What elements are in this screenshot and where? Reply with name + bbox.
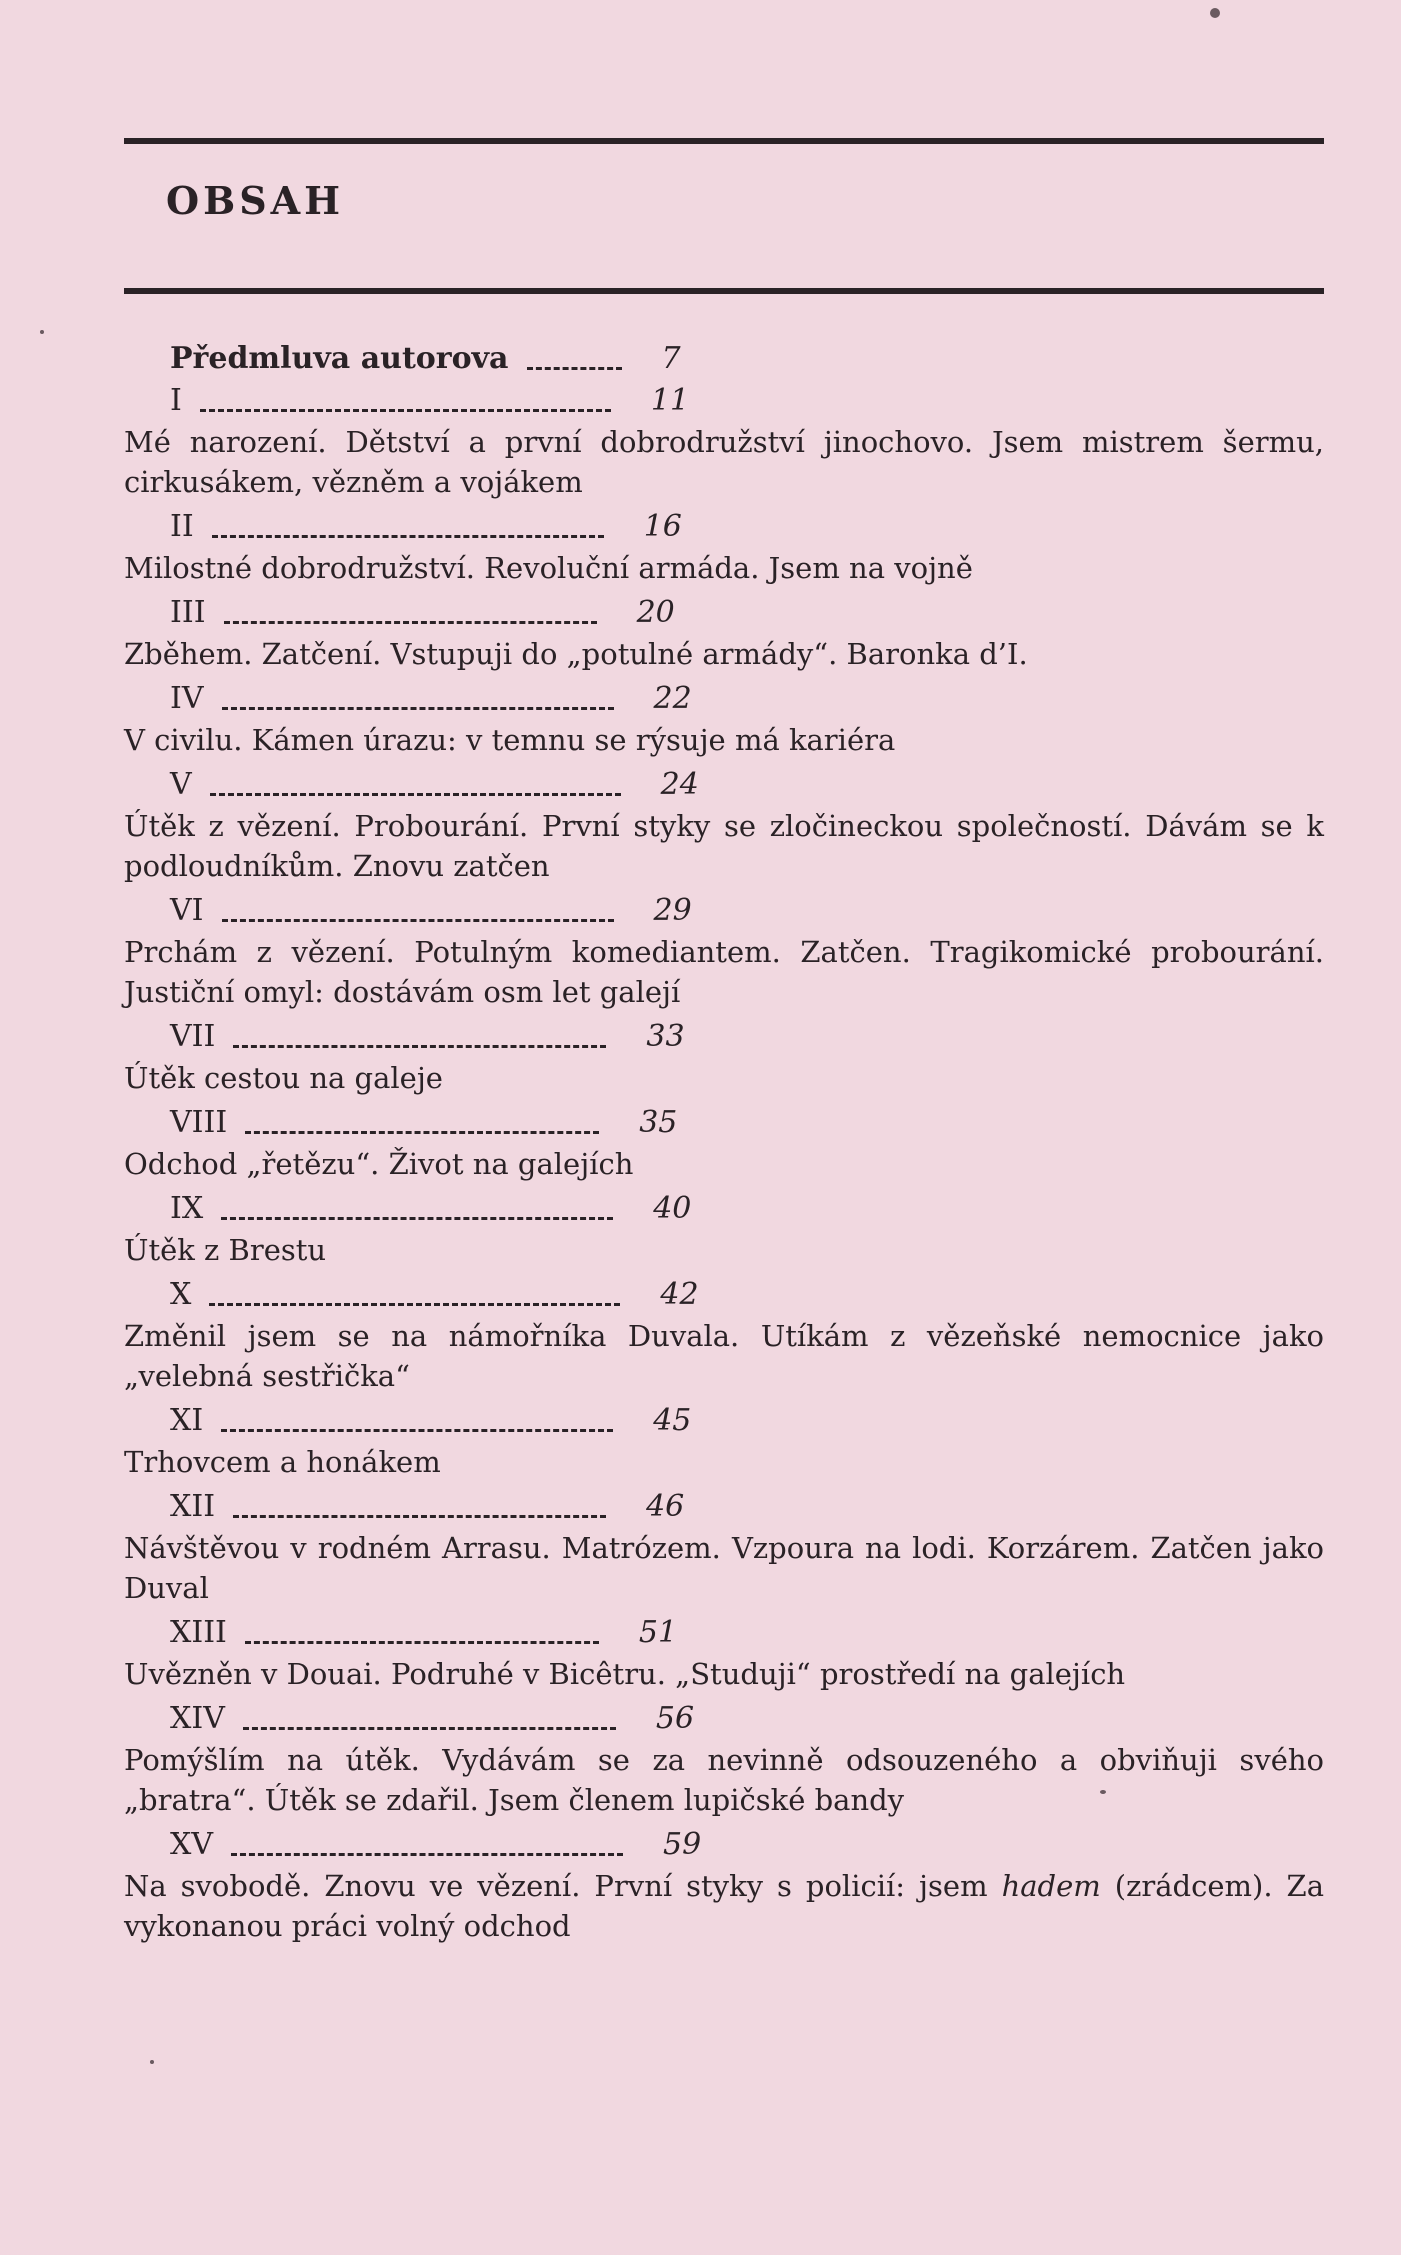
chapter-numeral: II — [170, 509, 194, 544]
chapter-description — [124, 1866, 1334, 1946]
chapter-entry — [124, 1016, 1334, 1098]
chapter-page: 24 — [660, 767, 699, 802]
chapter-page: 33 — [646, 1019, 685, 1054]
chapter-entry — [124, 1698, 1334, 1820]
leader-dashes — [233, 1027, 606, 1048]
leader-dashes — [527, 349, 622, 370]
chapter-entry — [124, 592, 1334, 674]
chapter-description: Trhovcem a honákem — [124, 1445, 441, 1479]
chapter-entry — [124, 1188, 1334, 1270]
chapter-entry — [124, 764, 1334, 886]
description-emphasis: hadem — [1001, 1869, 1101, 1903]
chapter-page: 45 — [653, 1403, 692, 1438]
chapter-heading-line — [124, 890, 1334, 932]
chapter-entry — [124, 678, 1334, 760]
chapter-numeral: XII — [170, 1489, 216, 1524]
chapter-entry — [124, 1612, 1334, 1694]
chapter-numeral: IV — [170, 681, 204, 716]
leader-dashes — [222, 689, 614, 710]
chapter-description: Milostné dobrodružství. Revoluční armáda. Jsem na vojně — [124, 551, 973, 585]
leader-dashes — [200, 391, 611, 412]
leader-dashes — [245, 1623, 599, 1644]
top-rule — [124, 138, 1324, 144]
chapter-numeral: VI — [170, 893, 204, 928]
chapter-numeral: V — [170, 767, 192, 802]
preface-title: Předmluva autorova — [170, 341, 509, 376]
chapter-description: Útěk z vězení. Probourání. První styky se zločineckou společností. Dávám se k podloudníkům. Znovu zatčen — [124, 809, 1324, 883]
leader-dashes — [221, 1199, 613, 1220]
chapter-page: 46 — [646, 1489, 685, 1524]
leader-dashes — [231, 1835, 623, 1856]
chapter-heading-line — [124, 1612, 1334, 1654]
chapter-description: Odchod „řetězu“. Život na galejích — [124, 1147, 634, 1181]
chapter-description: Útěk z Brestu — [124, 1233, 327, 1267]
chapter-numeral: XIV — [170, 1701, 225, 1736]
chapter-heading-line — [124, 1016, 1334, 1058]
chapter-description: Mé narození. Dětství a první dobrodružství jinochovo. Jsem mistrem šermu, cirkusákem, vězněm a vojákem — [124, 425, 1324, 499]
chapter-numeral: I — [170, 383, 182, 418]
leader-dashes — [212, 517, 604, 538]
chapter-numeral: IX — [170, 1191, 204, 1226]
chapter-page: 59 — [663, 1827, 702, 1862]
leader-dashes — [243, 1709, 616, 1730]
chapter-description: Pomýšlím na útěk. Vydávám se za nevinně odsouzeného a obviňuji svého „bratra“. Útěk se zdařil. Jsem členem lupičské bandy — [124, 1743, 1324, 1817]
chapter-description: Návštěvou v rodném Arrasu. Matrózem. Vzpoura na lodi. Korzárem. Zatčen jako Duval — [124, 1531, 1324, 1605]
chapter-heading-line — [124, 506, 1334, 548]
table-of-contents — [124, 338, 1334, 1950]
leader-dashes — [209, 1285, 620, 1306]
leader-dashes — [221, 1411, 613, 1432]
chapter-description: Zběhem. Zatčení. Vstupuji do „potulné armády“. Baronka d’I. — [124, 637, 1028, 671]
chapter-page: 56 — [655, 1701, 695, 1736]
chapter-page: 40 — [653, 1191, 692, 1226]
chapter-page: 42 — [660, 1277, 699, 1312]
paper-speck — [1210, 8, 1220, 18]
description-text: Na svobodě. Znovu ve vězení. První styky s policií: jsem — [124, 1869, 1002, 1903]
chapter-description: Útěk cestou na galeje — [124, 1061, 443, 1095]
chapter-page: 11 — [650, 383, 690, 418]
chapter-description: Změnil jsem se na námořníka Duvala. Utíkám z vězeňské nemocnice jako „velebná sestřička“ — [124, 1319, 1324, 1393]
chapter-entry — [124, 506, 1334, 588]
paper-speck — [40, 330, 44, 334]
chapter-numeral: VII — [170, 1019, 216, 1054]
chapter-heading-line — [124, 1274, 1334, 1316]
preface-page: 7 — [661, 341, 681, 376]
chapter-entry — [124, 1824, 1334, 1946]
chapter-page: 20 — [636, 595, 675, 630]
chapter-entry — [124, 380, 1334, 502]
chapter-heading-line — [124, 1824, 1334, 1866]
chapter-heading-line — [124, 1400, 1334, 1442]
leader-dashes — [233, 1497, 606, 1518]
chapter-numeral: XIII — [170, 1615, 227, 1650]
bottom-rule — [124, 288, 1324, 294]
chapter-heading-line — [124, 1698, 1334, 1740]
chapter-description: Uvězněn v Douai. Podruhé v Bicêtru. „Studuji“ prostředí na galejích — [124, 1657, 1126, 1691]
chapter-heading-line — [124, 1486, 1334, 1528]
chapter-numeral: VIII — [170, 1105, 228, 1140]
chapter-numeral: XV — [170, 1827, 214, 1862]
chapter-entry — [124, 1486, 1334, 1608]
chapter-entry — [124, 1400, 1334, 1482]
chapter-list — [124, 380, 1334, 1946]
chapter-description: V civilu. Kámen úrazu: v temnu se rýsuje má kariéra — [124, 723, 896, 757]
chapter-page: 51 — [638, 1615, 678, 1650]
leader-dashes — [210, 775, 621, 796]
chapter-page: 35 — [639, 1105, 678, 1140]
chapter-description: Prchám z vězení. Potulným komediantem. Zatčen. Tragikomické probourání. Justiční omyl: dostávám osm let galejí — [124, 935, 1324, 1009]
chapter-numeral: III — [170, 595, 206, 630]
preface-entry — [124, 338, 1334, 380]
description-text: (zrádcem). Za vykonanou práci volný odchod — [124, 1869, 1324, 1943]
chapter-heading-line — [124, 678, 1334, 720]
paper-speck — [150, 2060, 154, 2064]
leader-dashes — [222, 901, 614, 922]
chapter-heading-line — [124, 592, 1334, 634]
chapter-heading-line — [124, 380, 1334, 422]
leader-dashes — [245, 1113, 599, 1134]
page-heading: OBSAH — [166, 178, 345, 223]
chapter-page: 29 — [653, 893, 692, 928]
chapter-entry — [124, 890, 1334, 1012]
paper-speck — [1100, 1790, 1106, 1794]
leader-dashes — [224, 603, 597, 624]
chapter-page: 22 — [653, 681, 692, 716]
chapter-numeral: XI — [170, 1403, 204, 1438]
chapter-page: 16 — [643, 509, 682, 544]
chapter-entry — [124, 1102, 1334, 1184]
chapter-heading-line — [124, 1102, 1334, 1144]
chapter-heading-line — [124, 764, 1334, 806]
chapter-numeral: X — [170, 1277, 192, 1312]
chapter-heading-line — [124, 1188, 1334, 1230]
chapter-entry — [124, 1274, 1334, 1396]
